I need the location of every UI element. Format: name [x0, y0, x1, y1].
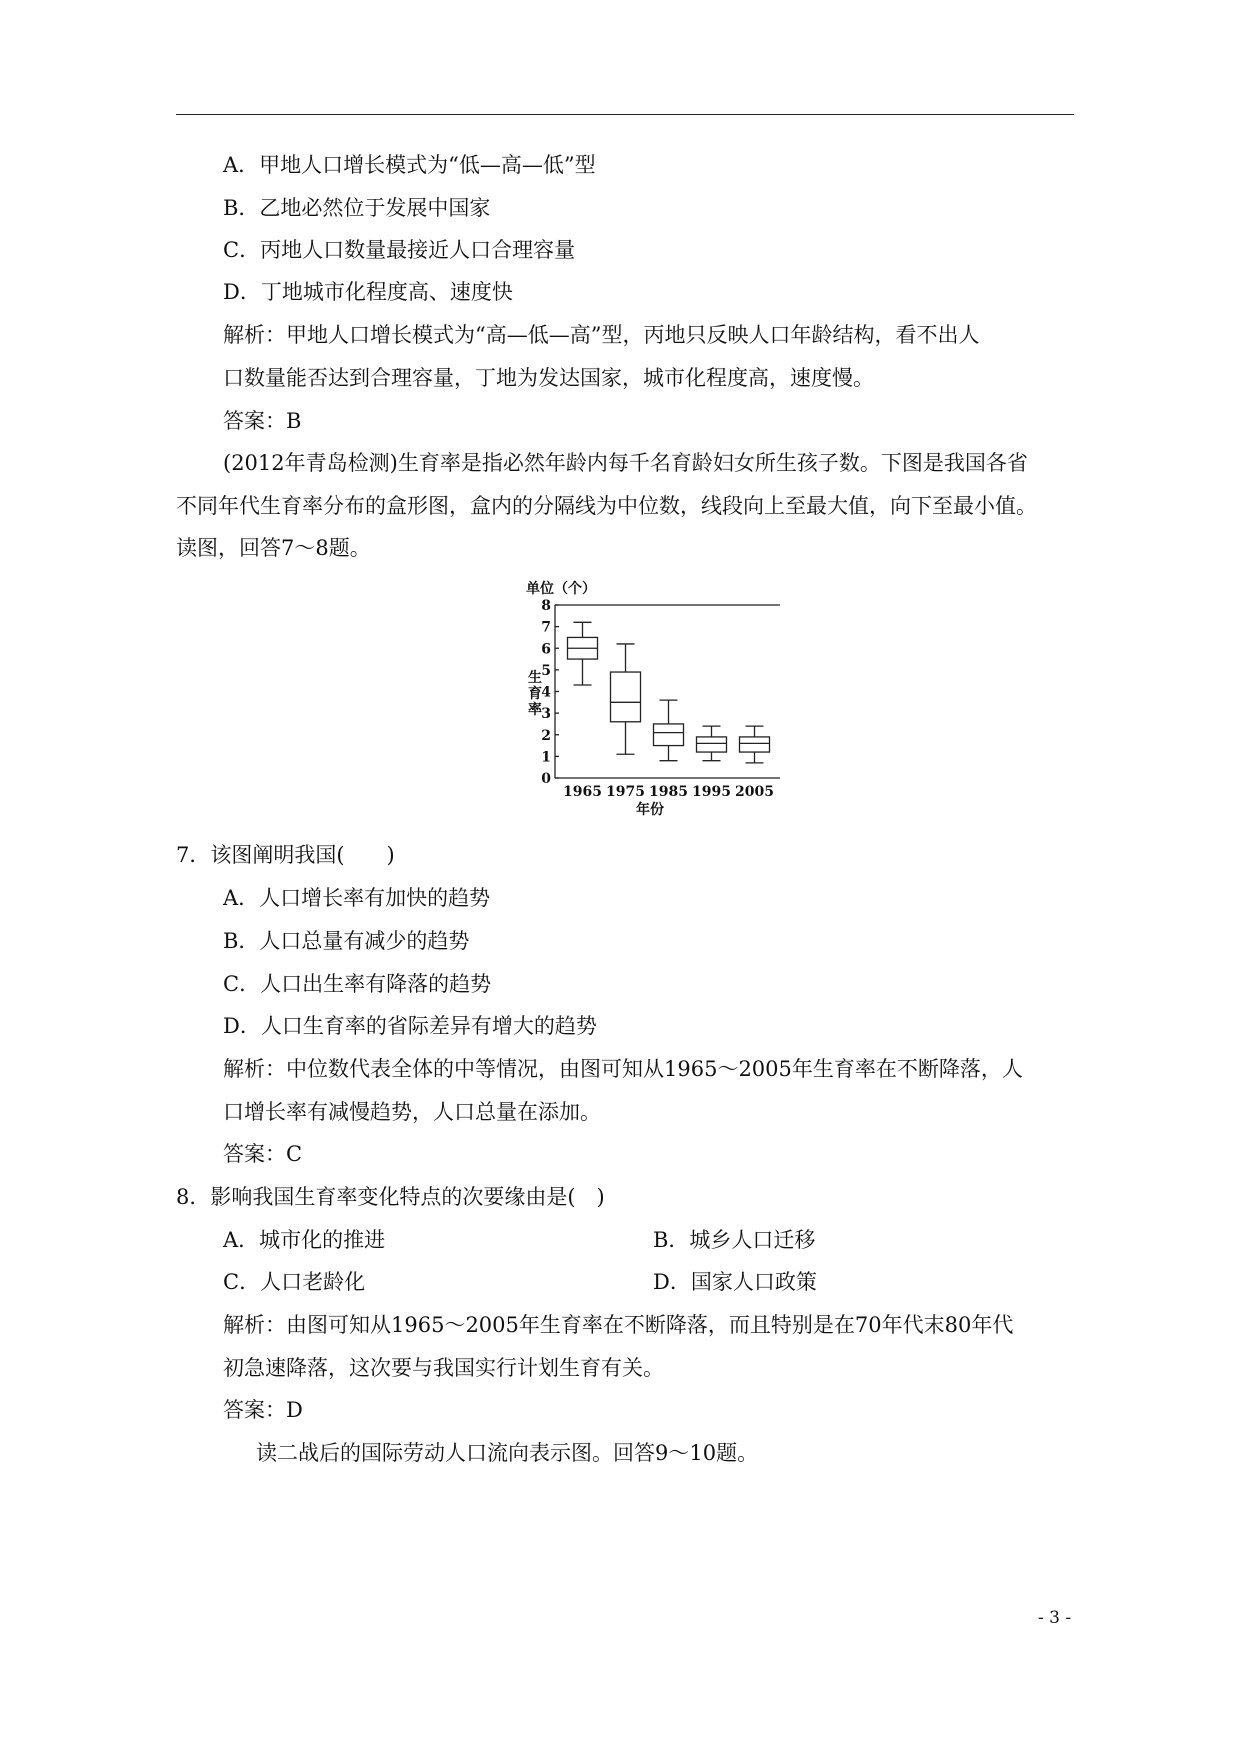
q8-option-b: B．城乡人口迁移 — [653, 1228, 816, 1252]
q8-analysis-line-1: 解析：由图可知从1965～2005年生育率在不断降落，而且特别是在70年代末80年代 — [223, 1313, 1014, 1337]
y-tick-label: 0 — [541, 771, 551, 787]
q7-stem: 7．该图阐明我国( ) — [176, 843, 395, 867]
q6-answer: 答案：B — [223, 409, 302, 433]
x-tick-label: 1995 — [692, 784, 731, 800]
q7-option-d: D．人口生育率的省际差异有增大的趋势 — [223, 1014, 597, 1038]
q6-analysis-line-2: 口数量能否达到合理容量，丁地为发达国家，城市化程度高，速度慢。 — [223, 366, 874, 390]
q6-option-c: C．丙地人口数量最接近人口合理容量 — [223, 238, 576, 262]
y-tick-label: 4 — [541, 684, 551, 701]
q8-stem: 8．影响我国生育率变化特点的次要缘由是( ) — [176, 1185, 605, 1209]
q7-analysis-line-1: 解析：中位数代表全体的中等情况，由图可知从1965～2005年生育率在不断降落，人 — [223, 1057, 1023, 1081]
y-tick-label: 6 — [541, 641, 551, 658]
chart-x-axis-label: 年份 — [636, 802, 664, 818]
q8-option-d: D．国家人口政策 — [653, 1270, 817, 1294]
q6-option-b: B．乙地必然位于发展中国家 — [223, 196, 491, 220]
box-1965 — [568, 622, 598, 685]
box-1985 — [654, 700, 684, 761]
y-tick-label: 1 — [541, 749, 551, 766]
header-rule — [176, 114, 1074, 115]
box-1995 — [697, 726, 727, 761]
box-iqr — [611, 672, 641, 722]
intro-line-1: (2012年青岛检测)生育率是指必然年龄内每千名育龄妇女所生孩子数。下图是我国各省 — [223, 451, 1028, 475]
q8-answer: 答案：D — [223, 1398, 303, 1422]
x-tick-label: 1975 — [606, 784, 645, 800]
chart-y-axis-label: 生育率 — [528, 670, 542, 718]
chart-unit-label: 单位（个） — [526, 581, 596, 597]
q9-intro: 读二战后的国际劳动人口流向表示图。回答9～10题。 — [256, 1441, 759, 1465]
q8-option-c: C．人口老龄化 — [223, 1270, 366, 1294]
y-tick-label: 2 — [541, 727, 551, 744]
q7-option-c: C．人口出生率有降落的趋势 — [223, 972, 492, 996]
intro-line-2: 不同年代生育率分布的盒形图，盒内的分隔线为中位数，线段向上至最大值，向下至最小值。 — [176, 494, 1037, 518]
q7-answer: 答案：C — [223, 1142, 303, 1166]
box-iqr — [654, 724, 684, 746]
intro-line-3: 读图，回答7～8题。 — [176, 536, 371, 560]
q6-option-d: D．丁地城市化程度高、速度快 — [223, 280, 513, 304]
q8-option-a: A．城市化的推进 — [223, 1228, 386, 1252]
q8-analysis-line-2: 初急速降落，这次要与我国实行计划生育有关。 — [223, 1356, 664, 1380]
y-tick-label: 7 — [541, 619, 551, 636]
y-tick-label: 3 — [541, 706, 551, 723]
y-tick-label: 5 — [541, 662, 551, 679]
page-number: - 3 - — [1038, 1608, 1072, 1628]
q6-analysis-line-1: 解析：甲地人口增长模式为“高—低—高”型，丙地只反映人口年龄结构，看不出人 — [223, 323, 980, 347]
y-tick-label: 8 — [541, 598, 551, 614]
q7-option-a: A．人口增长率有加快的趋势 — [223, 886, 491, 910]
q7-analysis-line-2: 口增长率有减慢趋势，人口总量在添加。 — [223, 1100, 601, 1124]
box-iqr — [697, 737, 727, 752]
box-2005 — [740, 726, 770, 763]
q7-option-b: B．人口总量有减少的趋势 — [223, 929, 470, 953]
box-iqr — [740, 737, 770, 752]
x-tick-label: 1965 — [563, 784, 602, 800]
q6-option-a: A．甲地人口增长模式为“低—高—低”型 — [223, 153, 596, 177]
box-1975 — [611, 644, 641, 754]
x-tick-label: 1985 — [649, 784, 688, 800]
x-tick-label: 2005 — [735, 784, 774, 800]
fertility-box-plot — [510, 578, 790, 818]
